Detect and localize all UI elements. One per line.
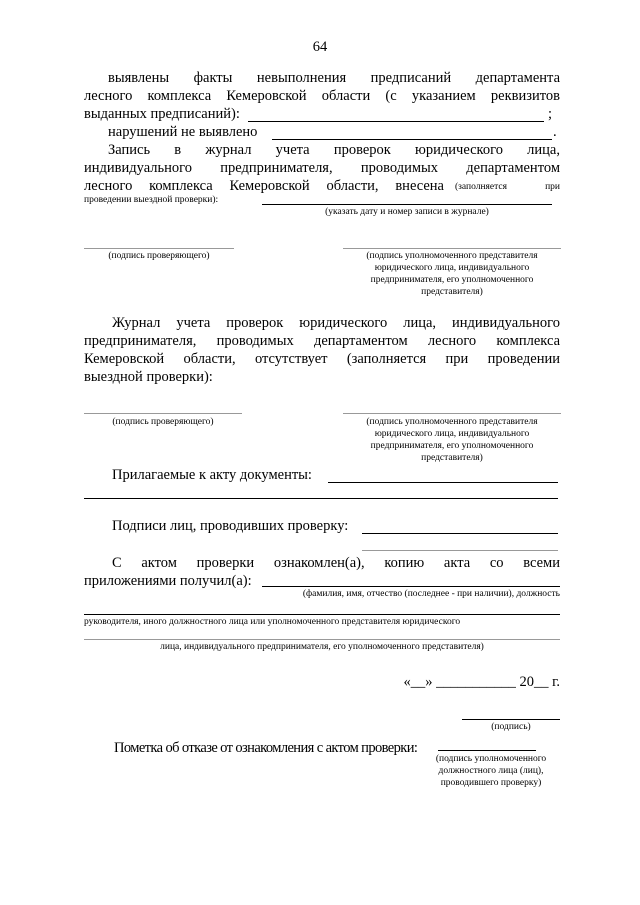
p1-line3-blank[interactable]: [248, 121, 544, 122]
p2-line4: проведении выездной проверки):: [84, 195, 219, 205]
signatures-blank-2[interactable]: [362, 550, 558, 551]
attached-blank-1[interactable]: [328, 482, 558, 483]
p3-line2: предпринимателя, проводимых департаментом лесного комплекса: [84, 333, 560, 349]
ack-blank-3[interactable]: [84, 639, 560, 640]
p3-line3: Кемеровской области, отсутствует (заполняется при проведении: [84, 351, 560, 367]
date-line[interactable]: «__» ___________ 20__ г.: [403, 674, 560, 690]
sign-caption: (подпись): [491, 722, 531, 732]
sig1-left-caption: (подпись проверяющего): [108, 251, 210, 261]
p2-line4-blank[interactable]: [262, 204, 552, 205]
p1-line2: лесного комплекса Кемеровской области (с указанием реквизитов: [84, 88, 560, 104]
ack-caption2: руководителя, иного должностного лица или уполномоченного представителя юридического: [84, 617, 461, 627]
refusal-caption: (подпись уполномоченного должностного лица (лиц), проводившего проверку): [435, 754, 547, 788]
sig2-left-caption: (подпись проверяющего): [112, 417, 214, 427]
signatures-label: Подписи лиц, проводивших проверку:: [112, 518, 349, 534]
p2-line3: лесного комплекса Кемеровской области, внесена: [84, 178, 444, 194]
attached-blank-2[interactable]: [84, 498, 558, 499]
sig1-left-line[interactable]: [84, 248, 234, 249]
p1-line4-blank[interactable]: [272, 139, 552, 140]
ack-line2: приложениями получил(а):: [84, 573, 252, 589]
ack-caption1: (фамилия, имя, отчество (последнее - при наличии), должность: [302, 589, 560, 599]
p1-line1: выявлены факты невыполнения предписаний департамента: [108, 70, 560, 86]
refusal-label: Пометка об отказе от ознакомления с актом проверки:: [114, 740, 418, 756]
p2-line2: индивидуального предпринимателя, проводимых департаментом: [84, 160, 560, 176]
p2-line1: Запись в журнал учета проверок юридического лица,: [108, 142, 560, 158]
sig2-right-caption: (подпись уполномоченного представителя юридического лица, индивидуального предпринимателя, его уполномоченного представителя): [366, 417, 538, 463]
ack-blank-2[interactable]: [84, 614, 560, 615]
ack-line1: С актом проверки ознакомлен(а), копию акта со всеми: [112, 555, 560, 571]
ack-blank-1[interactable]: [262, 586, 560, 587]
p1-line3: выданных предписаний):: [84, 106, 240, 122]
p2-caption: (указать дату и номер записи в журнале): [325, 207, 489, 217]
signatures-blank-1[interactable]: [362, 533, 558, 534]
p1-line4-end: .: [553, 124, 557, 140]
ack-caption3: лица, индивидуального предпринимателя, его уполномоченного представителя): [160, 642, 484, 652]
sign-blank[interactable]: [462, 719, 560, 720]
p2-line3-note: (заполняется при: [455, 182, 560, 192]
refusal-blank[interactable]: [438, 750, 536, 751]
p3-line4: выездной проверки):: [84, 369, 213, 385]
p1-line3-end: ;: [548, 106, 553, 122]
attached-label: Прилагаемые к акту документы:: [112, 467, 312, 483]
p3-line1: Журнал учета проверок юридического лица, индивидуального: [112, 315, 560, 331]
sig2-left-line[interactable]: [84, 413, 242, 414]
page-number: 64: [312, 39, 328, 55]
sig1-right-line[interactable]: [343, 248, 561, 249]
sig1-right-caption: (подпись уполномоченного представителя юридического лица, индивидуального предпринимателя, его уполномоченного представителя): [366, 251, 538, 297]
p1-line4: нарушений не выявлено: [108, 124, 258, 140]
sig2-right-line[interactable]: [343, 413, 561, 414]
